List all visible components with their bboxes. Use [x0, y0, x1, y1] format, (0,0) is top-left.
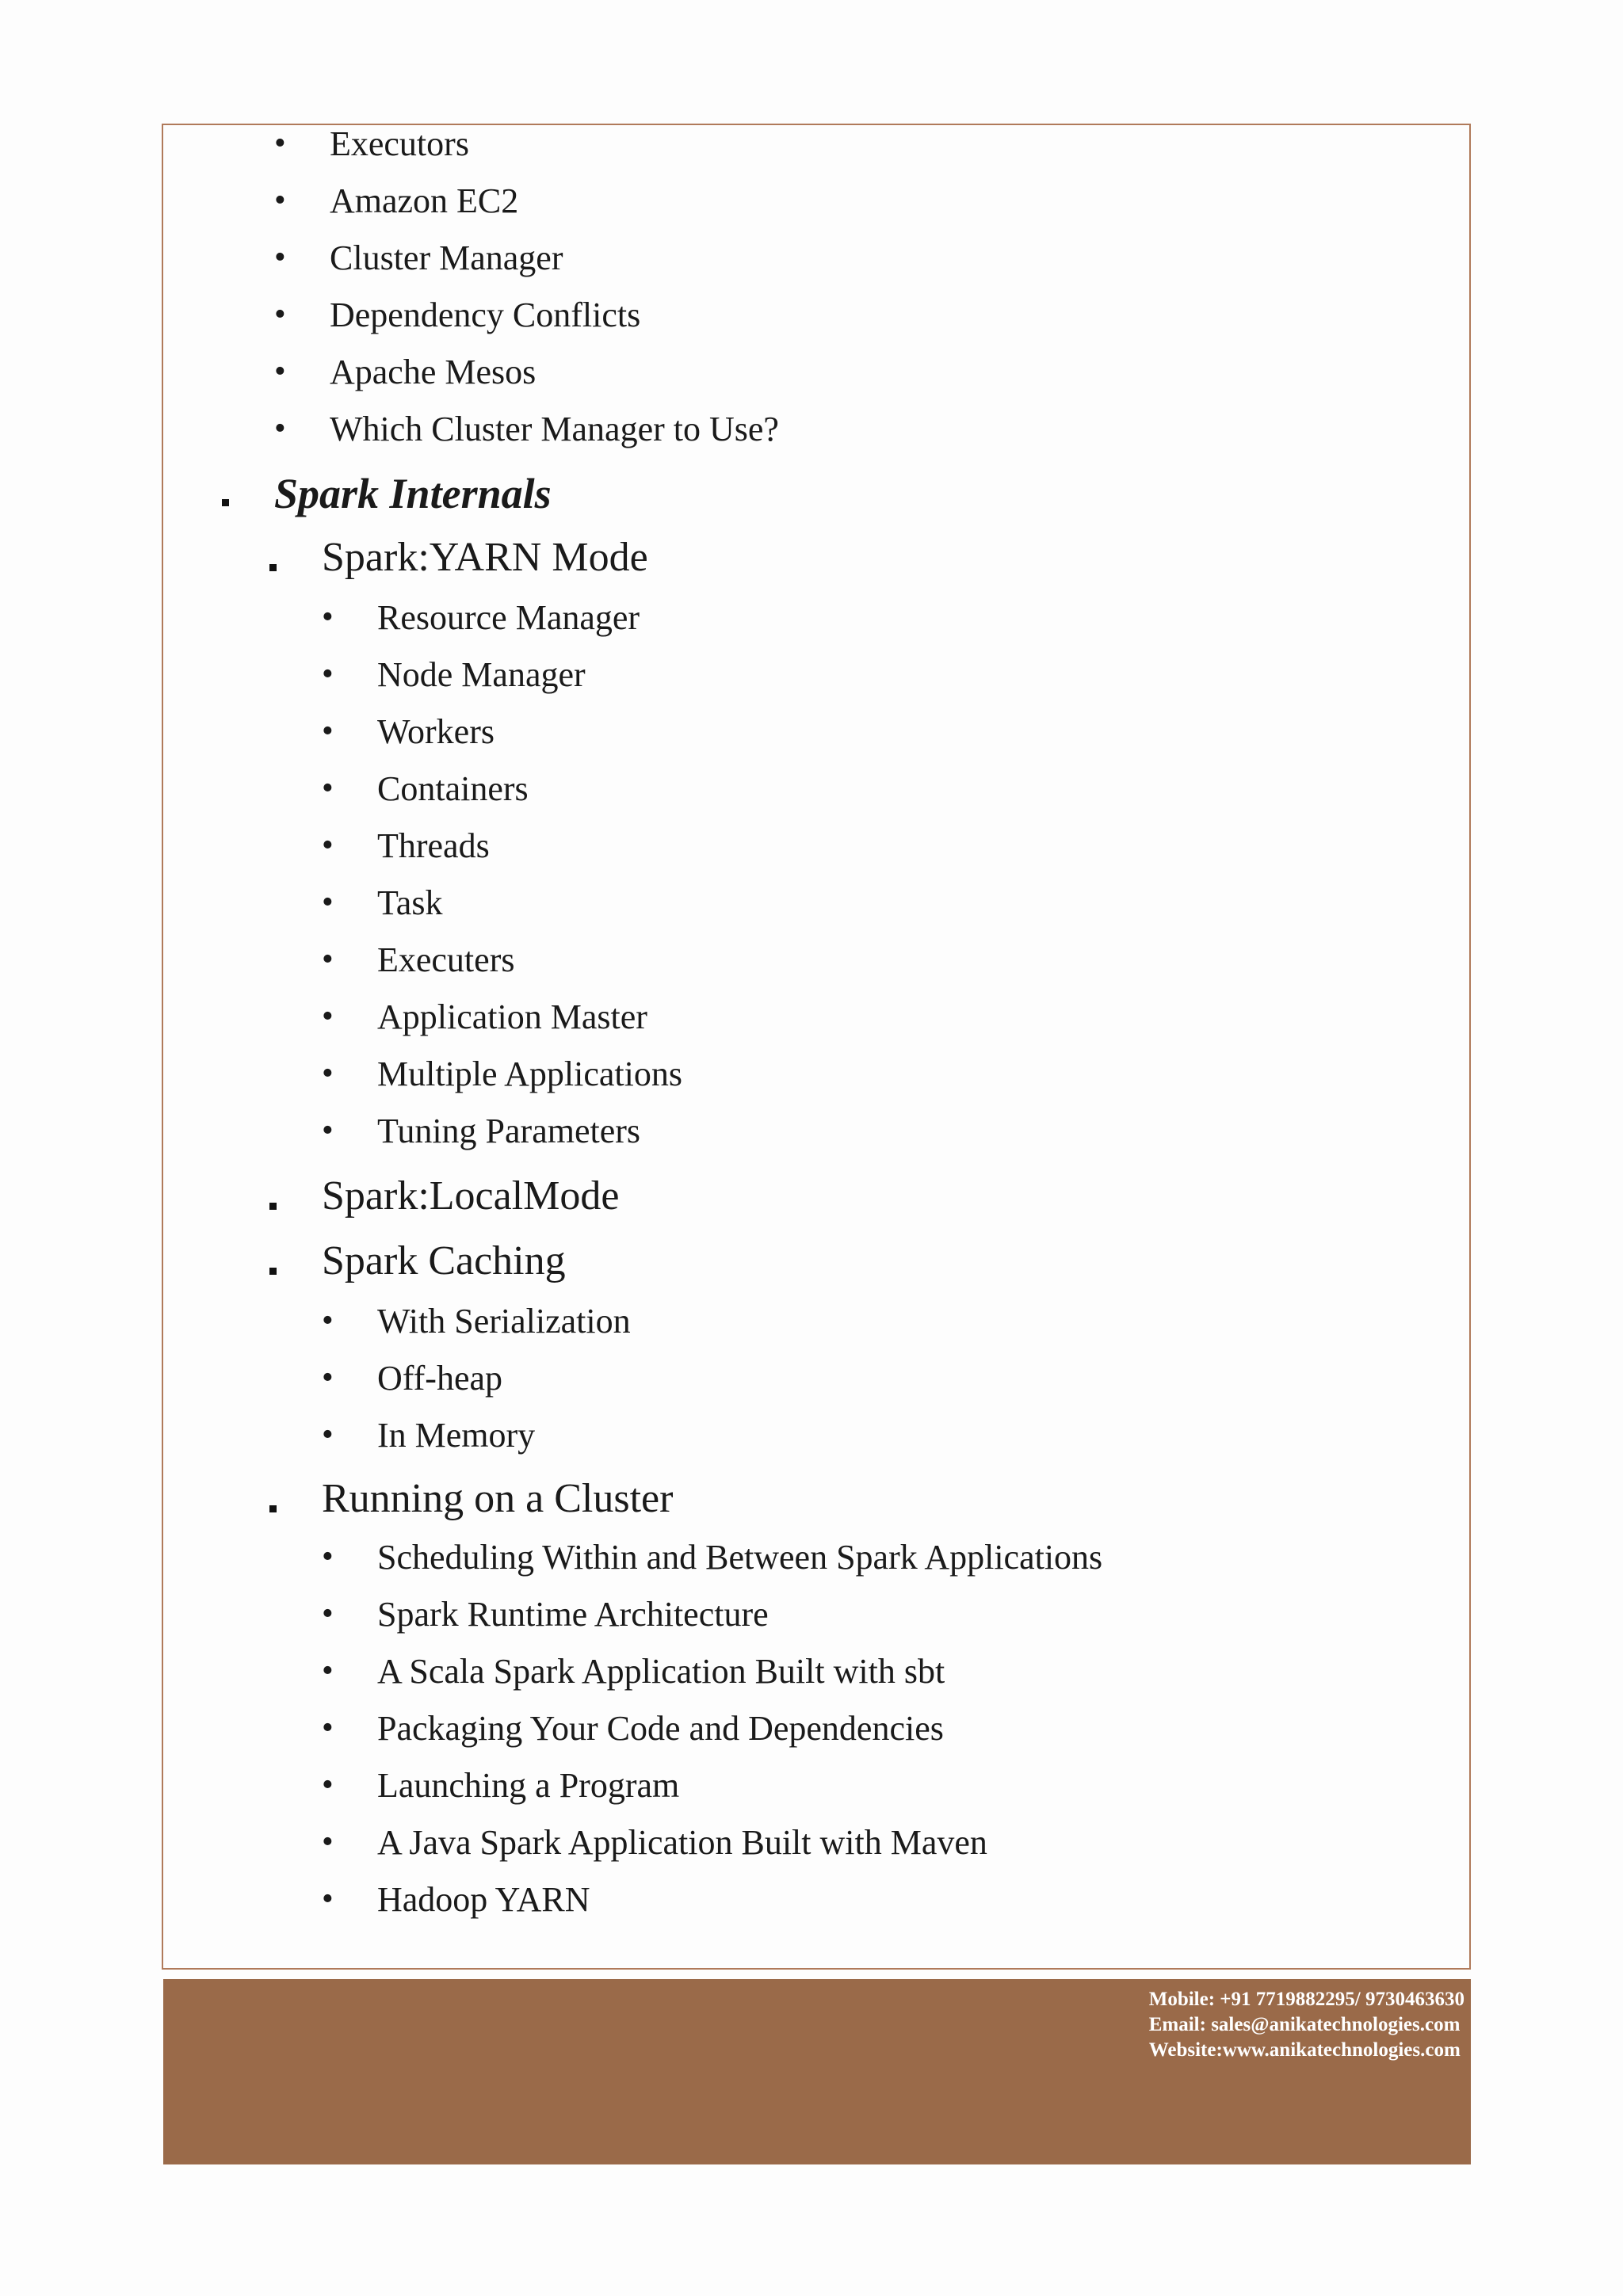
square-bullet-icon [269, 1203, 277, 1210]
bullet-icon: • [322, 827, 334, 864]
list-item-label: A Java Spark Application Built with Maven [377, 1823, 987, 1862]
bullet-icon: • [322, 1596, 334, 1632]
bullet-icon: • [322, 1360, 334, 1396]
list-item-label: Threads [377, 826, 490, 865]
bullet-icon: • [322, 1055, 334, 1092]
list-item-label: Application Master [377, 997, 647, 1036]
bullet-icon: • [274, 410, 286, 447]
list-item-label: Hadoop YARN [377, 1880, 590, 1919]
bullet-icon: • [322, 770, 334, 807]
section-title: Spark Internals [274, 470, 552, 517]
content-frame [162, 124, 1471, 1970]
list-item-label: Packaging Your Code and Dependencies [377, 1709, 944, 1748]
list-item-label: With Serialization [377, 1302, 631, 1341]
subsection-title: Running on a Cluster [322, 1476, 674, 1521]
bullet-icon: • [322, 713, 334, 749]
bullet-icon: • [322, 884, 334, 921]
list-item-label: Off-heap [377, 1359, 502, 1398]
mobile-contact: Mobile: +91 7719882295/ 9730463630 [1148, 1989, 1465, 2010]
bullet-icon: • [322, 1112, 334, 1149]
email-contact: Email: sales@anikatechnologies.com [1148, 2014, 1461, 2035]
bullet-icon: • [322, 656, 334, 692]
bullet-icon: • [322, 998, 334, 1035]
bullet-icon: • [322, 941, 334, 978]
list-item-label: In Memory [377, 1416, 536, 1455]
bullet-icon: • [322, 1767, 334, 1803]
subsection-title: Spark Caching [322, 1238, 566, 1283]
square-bullet-icon [269, 1268, 277, 1275]
bullet-icon: • [274, 239, 286, 276]
list-item-label: Spark Runtime Architecture [377, 1595, 769, 1634]
list-item-label: Task [377, 883, 443, 922]
subsection-title: Spark:LocalMode [322, 1173, 620, 1219]
bullet-icon: • [322, 1710, 334, 1746]
list-item-label: Dependency Conflicts [330, 296, 641, 334]
list-item-label: Resource Manager [377, 598, 640, 637]
list-item-label: Containers [377, 769, 529, 808]
list-item-label: Node Manager [377, 655, 586, 694]
list-item-label: Launching a Program [377, 1766, 680, 1805]
bullet-icon: • [322, 1824, 334, 1860]
bullet-icon: • [274, 296, 286, 333]
list-item-label: Tuning Parameters [377, 1112, 641, 1150]
bullet-icon: • [274, 125, 286, 162]
subsection-title: Spark:YARN Mode [322, 535, 648, 580]
list-item-label: Workers [377, 712, 495, 751]
list-item-label: A Scala Spark Application Built with sbt [377, 1652, 945, 1691]
list-item-label: Which Cluster Manager to Use? [330, 410, 779, 448]
square-bullet-icon [269, 1505, 277, 1512]
contact-block [1149, 1987, 1465, 2063]
bullet-icon: • [322, 1539, 334, 1575]
bullet-icon: • [322, 1881, 334, 1917]
list-item-label: Apache Mesos [330, 353, 537, 391]
bullet-icon: • [322, 1302, 334, 1339]
square-bullet-icon [269, 564, 277, 571]
bullet-icon: • [322, 599, 334, 635]
bullet-icon: • [274, 182, 286, 219]
footer-band [163, 1979, 1471, 2164]
list-item-label: Executors [330, 124, 469, 163]
list-item-label: Scheduling Within and Between Spark Applications [377, 1538, 1103, 1577]
list-item-label: Executers [377, 940, 515, 979]
list-item-label: Multiple Applications [377, 1055, 682, 1093]
bullet-icon: • [274, 353, 286, 390]
website-contact: Website:www.anikatechnologies.com [1148, 2039, 1461, 2061]
bullet-icon: • [322, 1417, 334, 1453]
square-bullet-icon [222, 499, 229, 506]
bullet-icon: • [322, 1653, 334, 1689]
list-item-label: Cluster Manager [330, 238, 563, 277]
list-item-label: Amazon EC2 [330, 181, 519, 220]
